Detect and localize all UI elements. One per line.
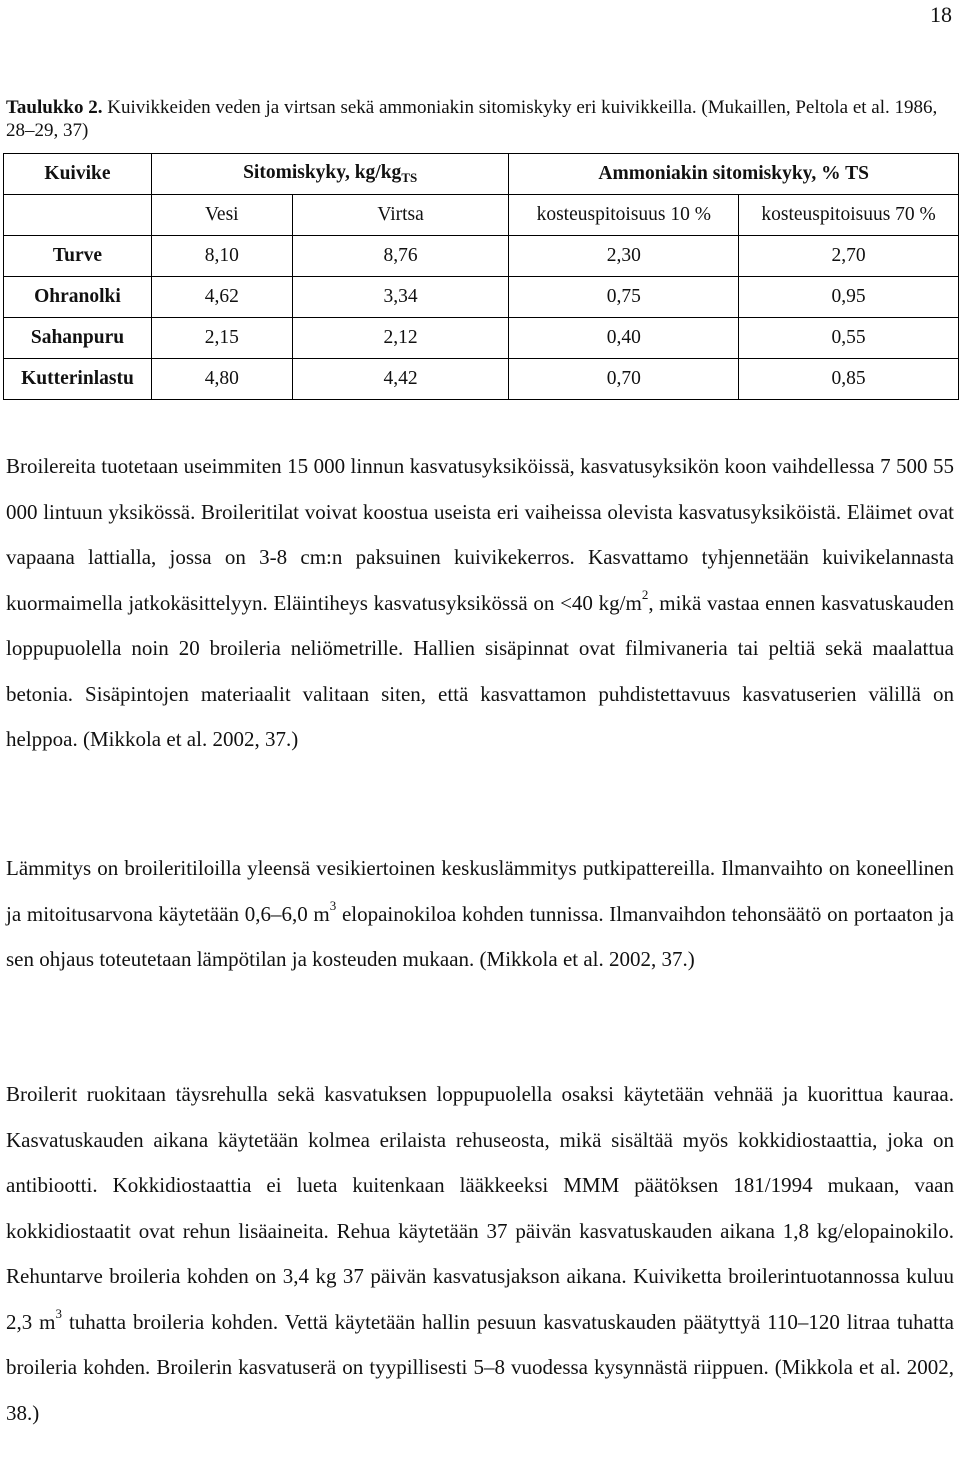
table-cell: 8,76 xyxy=(292,236,509,277)
table-cell: 0,40 xyxy=(509,318,739,359)
table-cell: 8,10 xyxy=(151,236,292,277)
subheader-cell: Virtsa xyxy=(292,195,509,236)
paragraph-text: tuhatta broileria kohden. Vettä käytetään hallin pesuun kasvatuskauden päätyttyä 110–120 litraa tuhatta broileria kohden. Broilerin kasvatuserä on tyypillisesti 5–8 vuodessa kysynnästä riippuen. (Mikkola et al. 2002, 38.) xyxy=(6,1309,954,1425)
table-cell: 0,95 xyxy=(739,277,959,318)
subheader-cell: kosteuspitoisuus 10 % xyxy=(509,195,739,236)
caption-text: Kuivikkeiden veden ja virtsan sekä ammoniakin sitomiskyky eri kuivikkeilla. (Mukaillen, Peltola et al. 1986, 28–29, 37) xyxy=(6,97,938,141)
superscript: 3 xyxy=(55,1305,63,1321)
row-label: Ohranolki xyxy=(4,277,152,318)
table-row xyxy=(4,359,959,400)
paragraph-heating-ventilation xyxy=(6,846,954,983)
paragraph-text: Broilerit ruokitaan täysrehulla sekä kasvatuksen loppupuolella osaksi käytetään vehnää ja kuorittua kauraa. Kasvatuskauden aikana käytetään kolmea erilaista rehuseosta, mikä sisältää myös kokkidiostaattia, joka on antibiootti. Kokkidiostaattia ei lueta kuitenkaan lääkkeeksi MMM päätöksen 181/1994 mukaan, vaan kokkidiostaatit ovat rehun lisäaineita. Rehua käytetään 37 päivän kasvatuskauden aikana 1,8 kg/elopainokilo. Rehuntarve broileria kohden on 3,4 kg 37 päivän kasvatusjakson aikana. Kuiviketta broilerintuotannossa kuluu 2,3 m xyxy=(6,1082,954,1334)
table-cell: 4,62 xyxy=(151,277,292,318)
subheader-cell xyxy=(4,195,152,236)
table-row xyxy=(4,277,959,318)
table-cell: 0,70 xyxy=(509,359,739,400)
table-cell: 0,85 xyxy=(739,359,959,400)
table-cell: 4,80 xyxy=(151,359,292,400)
table-row xyxy=(4,318,959,359)
row-label: Turve xyxy=(4,236,152,277)
paragraph-text: , mikä vastaa ennen kasvatuskauden loppupuolella noin 20 broileria neliömetrille. Hallien sisäpinnat ovat filmivaneria tai peltiä sekä maalattua betonia. Sisäpintojen materiaalit valitaan siten, että kasvattamon puhdistettavuus kasvatuserien välillä on helppoa. (Mikkola et al. 2002, 37.) xyxy=(6,590,954,751)
superscript: 3 xyxy=(329,897,337,913)
caption-label: Taulukko 2. xyxy=(6,97,103,118)
paragraph-broiler-production xyxy=(6,444,954,763)
row-label: Kutterinlastu xyxy=(4,359,152,400)
header-sitomiskyky-sub: TS xyxy=(401,170,418,185)
header-sitomiskyky xyxy=(151,154,508,195)
header-kuivike: Kuivike xyxy=(4,154,152,195)
header-ammoniakki: Ammoniakin sitomiskyky, % TS xyxy=(509,154,959,195)
table-cell: 0,75 xyxy=(509,277,739,318)
header-sitomiskyky-main: Sitomiskyky, kg/kg xyxy=(243,162,402,183)
superscript: 2 xyxy=(641,586,649,602)
table-subheader-row xyxy=(4,195,959,236)
table-cell: 2,70 xyxy=(739,236,959,277)
row-label: Sahanpuru xyxy=(4,318,152,359)
table-header-row xyxy=(4,154,959,195)
table-cell: 4,42 xyxy=(292,359,509,400)
paragraph-text: elopainokiloa kohden tunnissa. Ilmanvaihdon tehonsäätö on portaaton ja sen ohjaus toteutetaan lämpötilan ja kosteuden mukaan. (Mikkola et al. 2002, 37.) xyxy=(6,901,955,971)
page-number: 18 xyxy=(930,2,952,27)
subheader-cell: Vesi xyxy=(151,195,292,236)
table-cell: 2,12 xyxy=(292,318,509,359)
absorption-table xyxy=(3,153,959,400)
table-cell: 2,15 xyxy=(151,318,292,359)
table-cell: 2,30 xyxy=(509,236,739,277)
table-caption xyxy=(6,96,951,142)
subheader-cell: kosteuspitoisuus 70 % xyxy=(739,195,959,236)
paragraph-feeding xyxy=(6,1072,954,1436)
paragraph-text: Broilereita tuotetaan useimmiten 15 000 linnun kasvatusyksiköissä, kasvatusyksikön koon vaihdellessa 7 500 55 000 lintuun yksikössä. Broileritilat voivat koostua useista eri vaiheissa olevista kasvatusyksiköistä. Eläimet ovat vapaana lattialla, jossa on 3-8 cm:n paksuinen kuivikekerros. Kasvattamo tyhjennetään kuivikelannasta kuormaimella jatkokäsittelyyn. Eläintiheys kasvatusyksikössä on <40 kg/m xyxy=(6,454,954,615)
table-cell: 0,55 xyxy=(739,318,959,359)
table-cell: 3,34 xyxy=(292,277,509,318)
paragraph-text: Lämmitys on broileritiloilla yleensä vesikiertoinen keskuslämmitys putkipattereilla. Ilmanvaihto on koneellinen ja mitoitusarvona käytetään 0,6–6,0 m xyxy=(6,856,954,926)
table-row xyxy=(4,236,959,277)
